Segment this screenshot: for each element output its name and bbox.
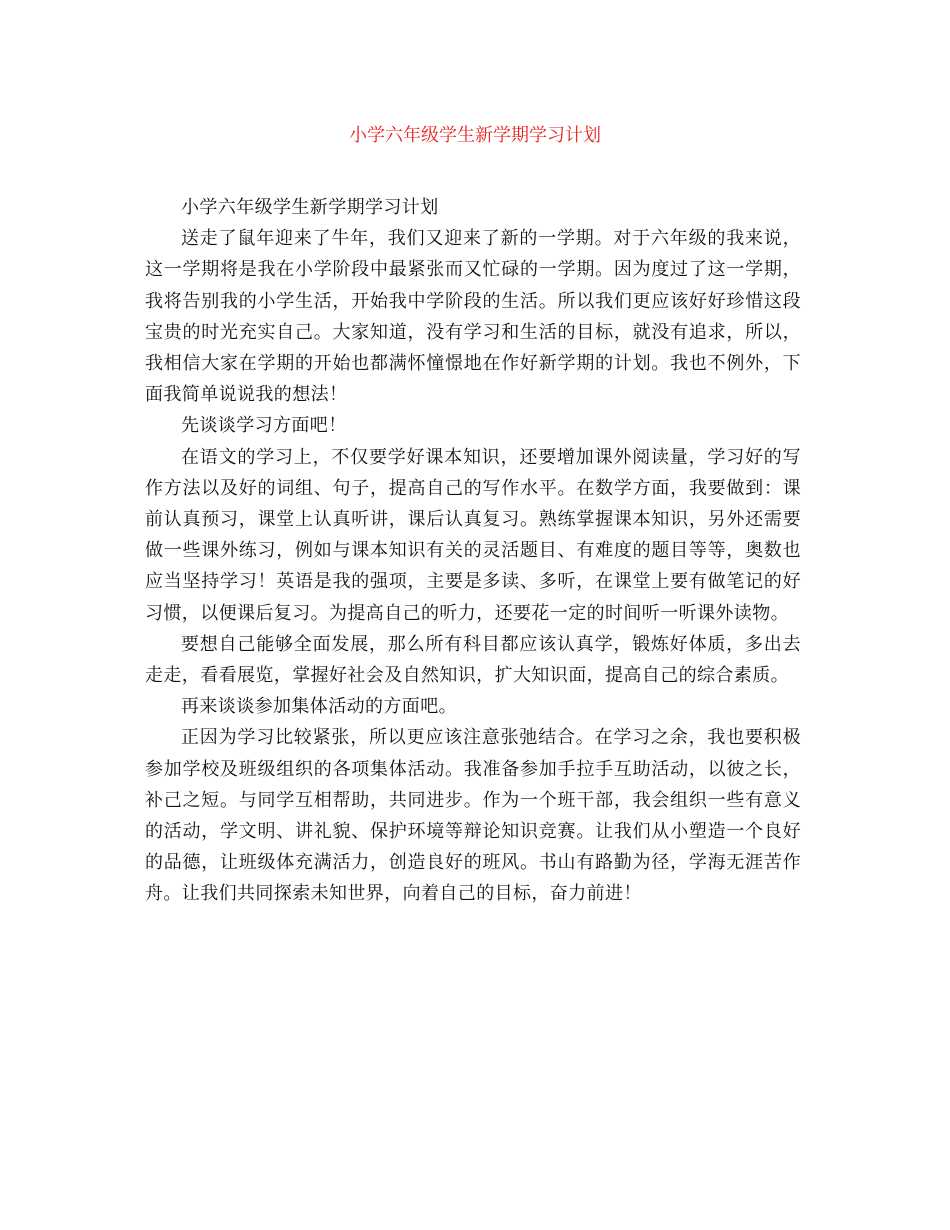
document-body [145,192,801,910]
development-paragraph: 要想自己能够全面发展，那么所有科目都应该认真学，锻炼好体质，多出去走走，看看展览，掌握好社会及自然知识，扩大知识面，提高自己的综合素质。 [145,633,801,687]
activities-heading-paragraph: 再来谈谈参加集体活动的方面吧。 [181,696,457,718]
document-title: 小学六年级学生新学期学习计划 [349,125,601,146]
study-heading-paragraph: 先谈谈学习方面吧！ [181,415,347,437]
subjects-paragraph: 在语文的学习上，不仅要学好课本知识，还要增加课外阅读量，学习好的写作方法以及好的词组、句子，提高自己的写作水平。在数学方面，我要做到：课前认真预习，课堂上认真听讲，课后认真复习。熟练掌握课本知识，另外还需要做一些课外练习，例如与课本知识有关的灵活题目、有难度的题目等等，奥数也应当坚持学习！英语是我的强项，主要是多读、多听，在课堂上要有做笔记的好习惯，以便课后复习。为提高自己的听力，还要花一定的时间听一听课外读物。 [145,446,801,624]
intro-paragraph: 送走了鼠年迎来了牛年，我们又迎来了新的一学期。对于六年级的我来说，这一学期将是我在小学阶段中最紧张而又忙碌的一学期。因为度过了这一学期，我将告别我的小学生活，开始我中学阶段的生活。所以我们更应该好好珍惜这段宝贵的时光充实自己。大家知道，没有学习和生活的目标，就没有追求，所以，我相信大家在学期的开始也都满怀憧憬地在作好新学期的计划。我也不例外，下面我简单说说我的想法！ [145,228,801,406]
subtitle-paragraph: 小学六年级学生新学期学习计划 [181,197,439,218]
activities-paragraph: 正因为学习比较紧张，所以更应该注意张弛结合。在学习之余，我也要积极参加学校及班级组织的各项集体活动。我准备参加手拉手互助活动，以彼之长，补己之短。与同学互相帮助，共同进步。作为一个班干部，我会组织一些有意义的活动，学文明、讲礼貌、保护环境等辩论知识竞赛。让我们从小塑造一个良好的品德，让班级体充满活力，创造良好的班风。书山有路勤为径，学海无涯苦作舟。让我们共同探索未知世界，向着自己的目标，奋力前进！ [145,727,801,905]
